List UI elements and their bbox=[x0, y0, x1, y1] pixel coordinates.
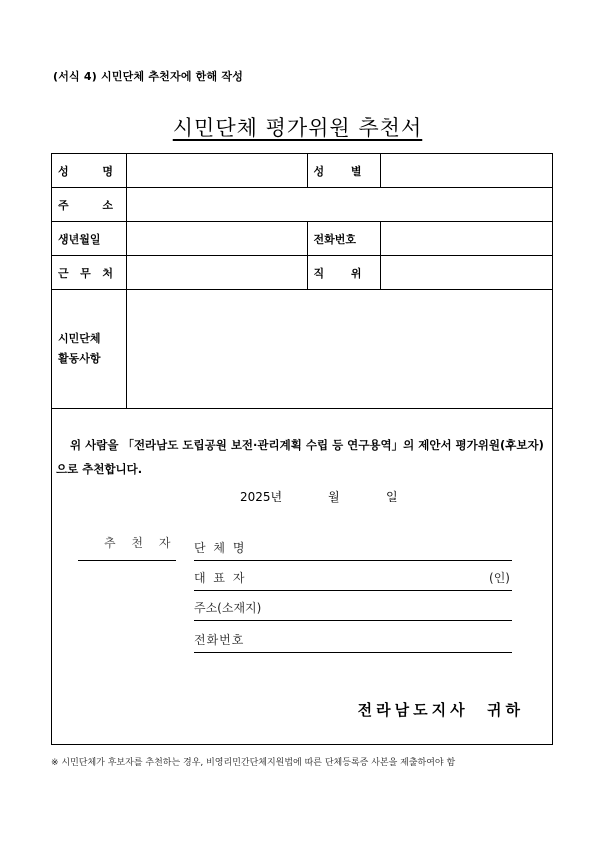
table-row-name bbox=[52, 154, 552, 188]
table-row-workplace bbox=[52, 256, 552, 290]
org-name-label: 단 체 명 bbox=[194, 541, 247, 555]
org-phone-label: 전화번호 bbox=[194, 633, 245, 647]
label-address: 주 소 bbox=[52, 188, 126, 222]
org-address-field[interactable] bbox=[194, 598, 512, 621]
date-year: 2025년 bbox=[240, 490, 283, 504]
label-gender: 성 별 bbox=[307, 154, 380, 188]
address-field[interactable] bbox=[126, 188, 552, 222]
addressee: 전라남도지사 귀하 bbox=[357, 701, 524, 719]
document-title bbox=[0, 112, 595, 142]
date-day: 일 bbox=[386, 490, 398, 504]
recommender-divider bbox=[78, 560, 176, 561]
table-row-activity bbox=[52, 290, 552, 409]
org-name-field[interactable] bbox=[194, 538, 512, 561]
org-address-label: 주소(소재지) bbox=[194, 601, 262, 615]
name-field[interactable] bbox=[126, 154, 307, 188]
representative-label: 대 표 자 bbox=[194, 571, 247, 585]
label-workplace: 근 무 처 bbox=[52, 256, 126, 290]
position-field[interactable] bbox=[380, 256, 552, 290]
table-row-address bbox=[52, 188, 552, 222]
birth-field[interactable] bbox=[126, 222, 307, 256]
footnote: ※ 시민단체가 후보자를 추천하는 경우, 비영리민간단체지원법에 따른 단체등록증 사본을 제출하여야 함 bbox=[51, 758, 456, 768]
label-activity: 시민단체 활동사항 bbox=[52, 290, 126, 409]
workplace-field[interactable] bbox=[126, 256, 307, 290]
document-title-text: 시민단체 평가위원 추천서 bbox=[172, 116, 423, 140]
seal-mark: (인) bbox=[489, 571, 510, 585]
activity-field[interactable] bbox=[126, 290, 552, 409]
phone-field[interactable] bbox=[380, 222, 552, 256]
gender-field[interactable] bbox=[380, 154, 552, 188]
label-phone: 전화번호 bbox=[307, 222, 380, 256]
table-row-birth bbox=[52, 222, 552, 256]
label-name: 성 명 bbox=[52, 154, 126, 188]
org-phone-field[interactable] bbox=[194, 630, 512, 653]
recommender-label: 추 천 자 bbox=[104, 536, 177, 550]
form-box bbox=[51, 153, 553, 745]
date-month: 월 bbox=[328, 490, 340, 504]
recommendation-statement: 위 사람을 「전라남도 도립공원 보전·관리계획 수립 등 연구용역」의 제안서 평가위원(후보자)으로 추천합니다. bbox=[56, 438, 544, 476]
info-table bbox=[52, 154, 552, 409]
representative-field[interactable] bbox=[194, 568, 512, 591]
label-birth: 생년월일 bbox=[52, 222, 126, 256]
label-position: 직 위 bbox=[307, 256, 380, 290]
form-number-note: (서식 4) 시민단체 추천자에 한해 작성 bbox=[53, 70, 244, 83]
